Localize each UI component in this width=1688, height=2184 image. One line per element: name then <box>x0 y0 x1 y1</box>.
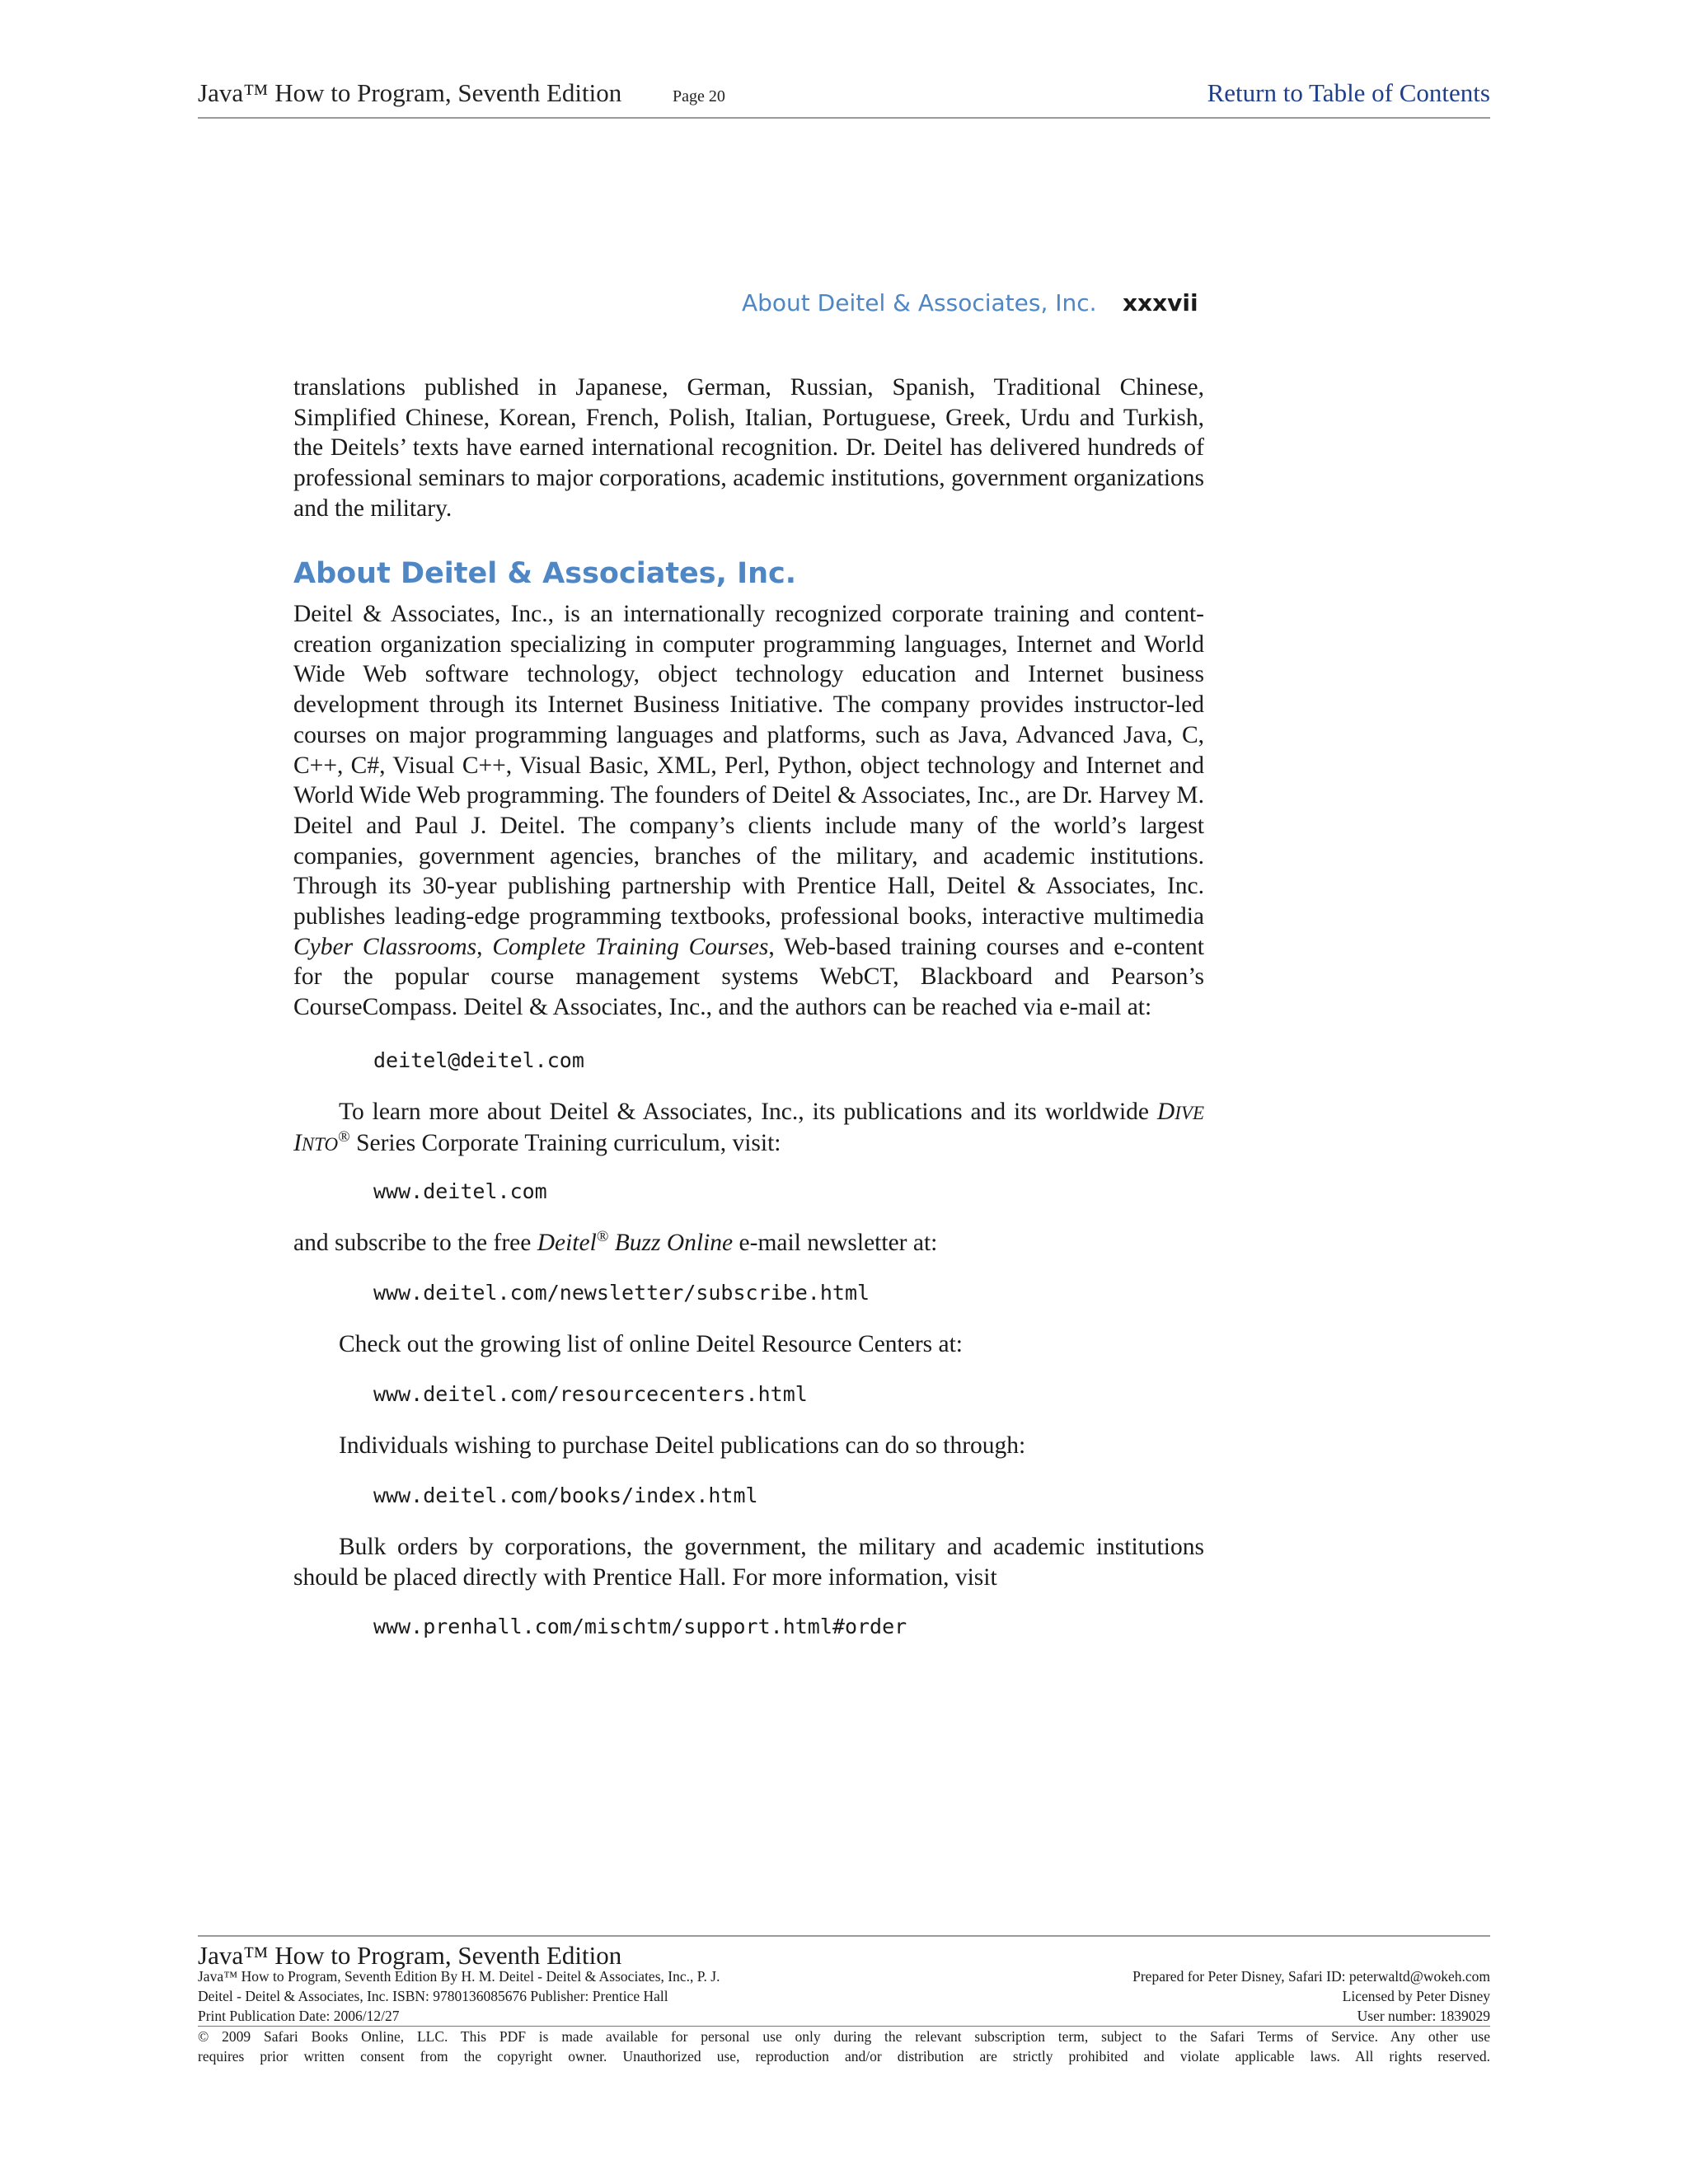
top-header <box>198 76 1490 119</box>
footer-licensed-by: Licensed by Peter Disney <box>1342 1988 1490 2004</box>
footer-prepared-for: Prepared for Peter Disney, Safari ID: peterwaltd@wokeh.com <box>1132 1968 1490 1985</box>
main-paragraph <box>293 599 1204 1023</box>
complete-training-courses-text: Complete Training Courses <box>492 933 769 960</box>
main-separator: , <box>476 933 493 960</box>
subscribe-paragraph <box>293 1228 1204 1258</box>
url-newsletter: www.deitel.com/newsletter/subscribe.html <box>373 1281 870 1305</box>
email-address: deitel@deitel.com <box>373 1048 584 1072</box>
url-resource-centers: www.deitel.com/resourcecenters.html <box>373 1382 808 1406</box>
footer-print-date: Print Publication Date: 2006/12/27 <box>198 2008 400 2024</box>
running-head: About Deitel & Associates, Inc. <box>742 289 1097 316</box>
footer-title: Java™ How to Program, Seventh Edition <box>198 1941 622 1970</box>
footer-isbn: Deitel - Deitel & Associates, Inc. ISBN: 9780136085676 Publisher: Prentice Hall <box>198 1988 668 2004</box>
learn-more-text-2: Series Corporate Training curriculum, visit: <box>349 1129 781 1156</box>
page-number-label: Page 20 <box>673 87 725 105</box>
main-text-2: , Web-based training courses and e-content for the popular course management systems WebCT, Blackboard and Pearson’s CourseCompass. Deitel & Associates, Inc., and the authors can be reached via e-mail at: <box>293 933 1205 1021</box>
footer-user-number: User number: 1839029 <box>1357 2008 1490 2024</box>
section-heading: About Deitel & Associates, Inc. <box>293 557 797 590</box>
resource-paragraph: Check out the growing list of online Deitel Resource Centers at: <box>339 1331 963 1357</box>
footer-copyright-2: requires prior written consent from the copyright owner. Unauthorized use, reproduction and/or distribution are strictly prohibited and violate applicable laws. All rights reserved. <box>198 2048 1490 2064</box>
subscribe-text-1: and subscribe to the free <box>293 1230 537 1256</box>
url-home: www.deitel.com <box>373 1179 547 1203</box>
book-title: Java™ How to Program, Seventh Edition <box>198 78 622 107</box>
deitel-text: Deitel <box>537 1230 597 1256</box>
dive-into-text: DIVE INTO <box>293 1099 1204 1156</box>
return-to-toc-link[interactable]: Return to Table of Contents <box>1207 78 1490 107</box>
main-text-1: Deitel & Associates, Inc., is an internationally recognized corporate training and content-creation organization specializing in computer programming languages, Internet and World Wide Web software technology, object technology education and Internet business development through its Internet Business Initiative. The company provides instructor-led courses on major programming languages and platforms, such as Java, Advanced Java, C, C++, C#, Visual C++, Visual Basic, XML, Perl, Python, object technology and Internet and World Wide Web programming. The founders of Deitel & Associates, Inc., are Dr. Harvey M. Deitel and Paul J. Deitel. The company’s clients include many of the world’s largest companies, government agencies, branches of the military, and academic institutions. Through its 30-year publishing partnership with Prentice Hall, Deitel & Associates, Inc. publishes leading-edge programming textbooks, professional books, interactive multimedia <box>293 601 1204 930</box>
footer-divider <box>198 1935 1490 1937</box>
footer-book-info: Java™ How to Program, Seventh Edition By H. M. Deitel - Deitel & Associates, Inc., P. J. <box>198 1968 720 1985</box>
url-books: www.deitel.com/books/index.html <box>373 1483 758 1507</box>
subscribe-text-2: e-mail newsletter at: <box>733 1230 938 1256</box>
bulk-orders-paragraph: Bulk orders by corporations, the government, the military and academic institutions should be placed directly with Prentice Hall. For more information, visit <box>293 1534 1204 1591</box>
purchase-paragraph: Individuals wishing to purchase Deitel publications can do so through: <box>339 1432 1026 1459</box>
cyber-classrooms-text: Cyber Classrooms <box>293 933 477 960</box>
intro-paragraph: translations published in Japanese, German, Russian, Spanish, Traditional Chinese, Simplified Chinese, Korean, French, Polish, Italian, Portuguese, Greek, Urdu and Turkish, the Deitels’ texts have earned international recognition. Dr. Deitel has delivered hundreds of professional seminars to major corporations, academic institutions, government organizations and the military. <box>293 374 1204 522</box>
learn-more-text-1: To learn more about Deitel & Associates, Inc., its publications and its worldwide <box>339 1099 1157 1125</box>
learn-more-paragraph <box>293 1097 1204 1159</box>
footer-copyright-1: © 2009 Safari Books Online, LLC. This PDF is made available for personal use only during the relevant subscription term, subject to the Safari Terms of Service. Any other use <box>198 2028 1490 2045</box>
page-numeral: xxxvii <box>1123 289 1198 316</box>
registered-mark-2: ® <box>596 1228 609 1246</box>
registered-mark: ® <box>338 1127 350 1146</box>
url-order: www.prenhall.com/mischtm/support.html#order <box>373 1615 907 1638</box>
buzz-online-text: Buzz Online <box>608 1230 734 1256</box>
